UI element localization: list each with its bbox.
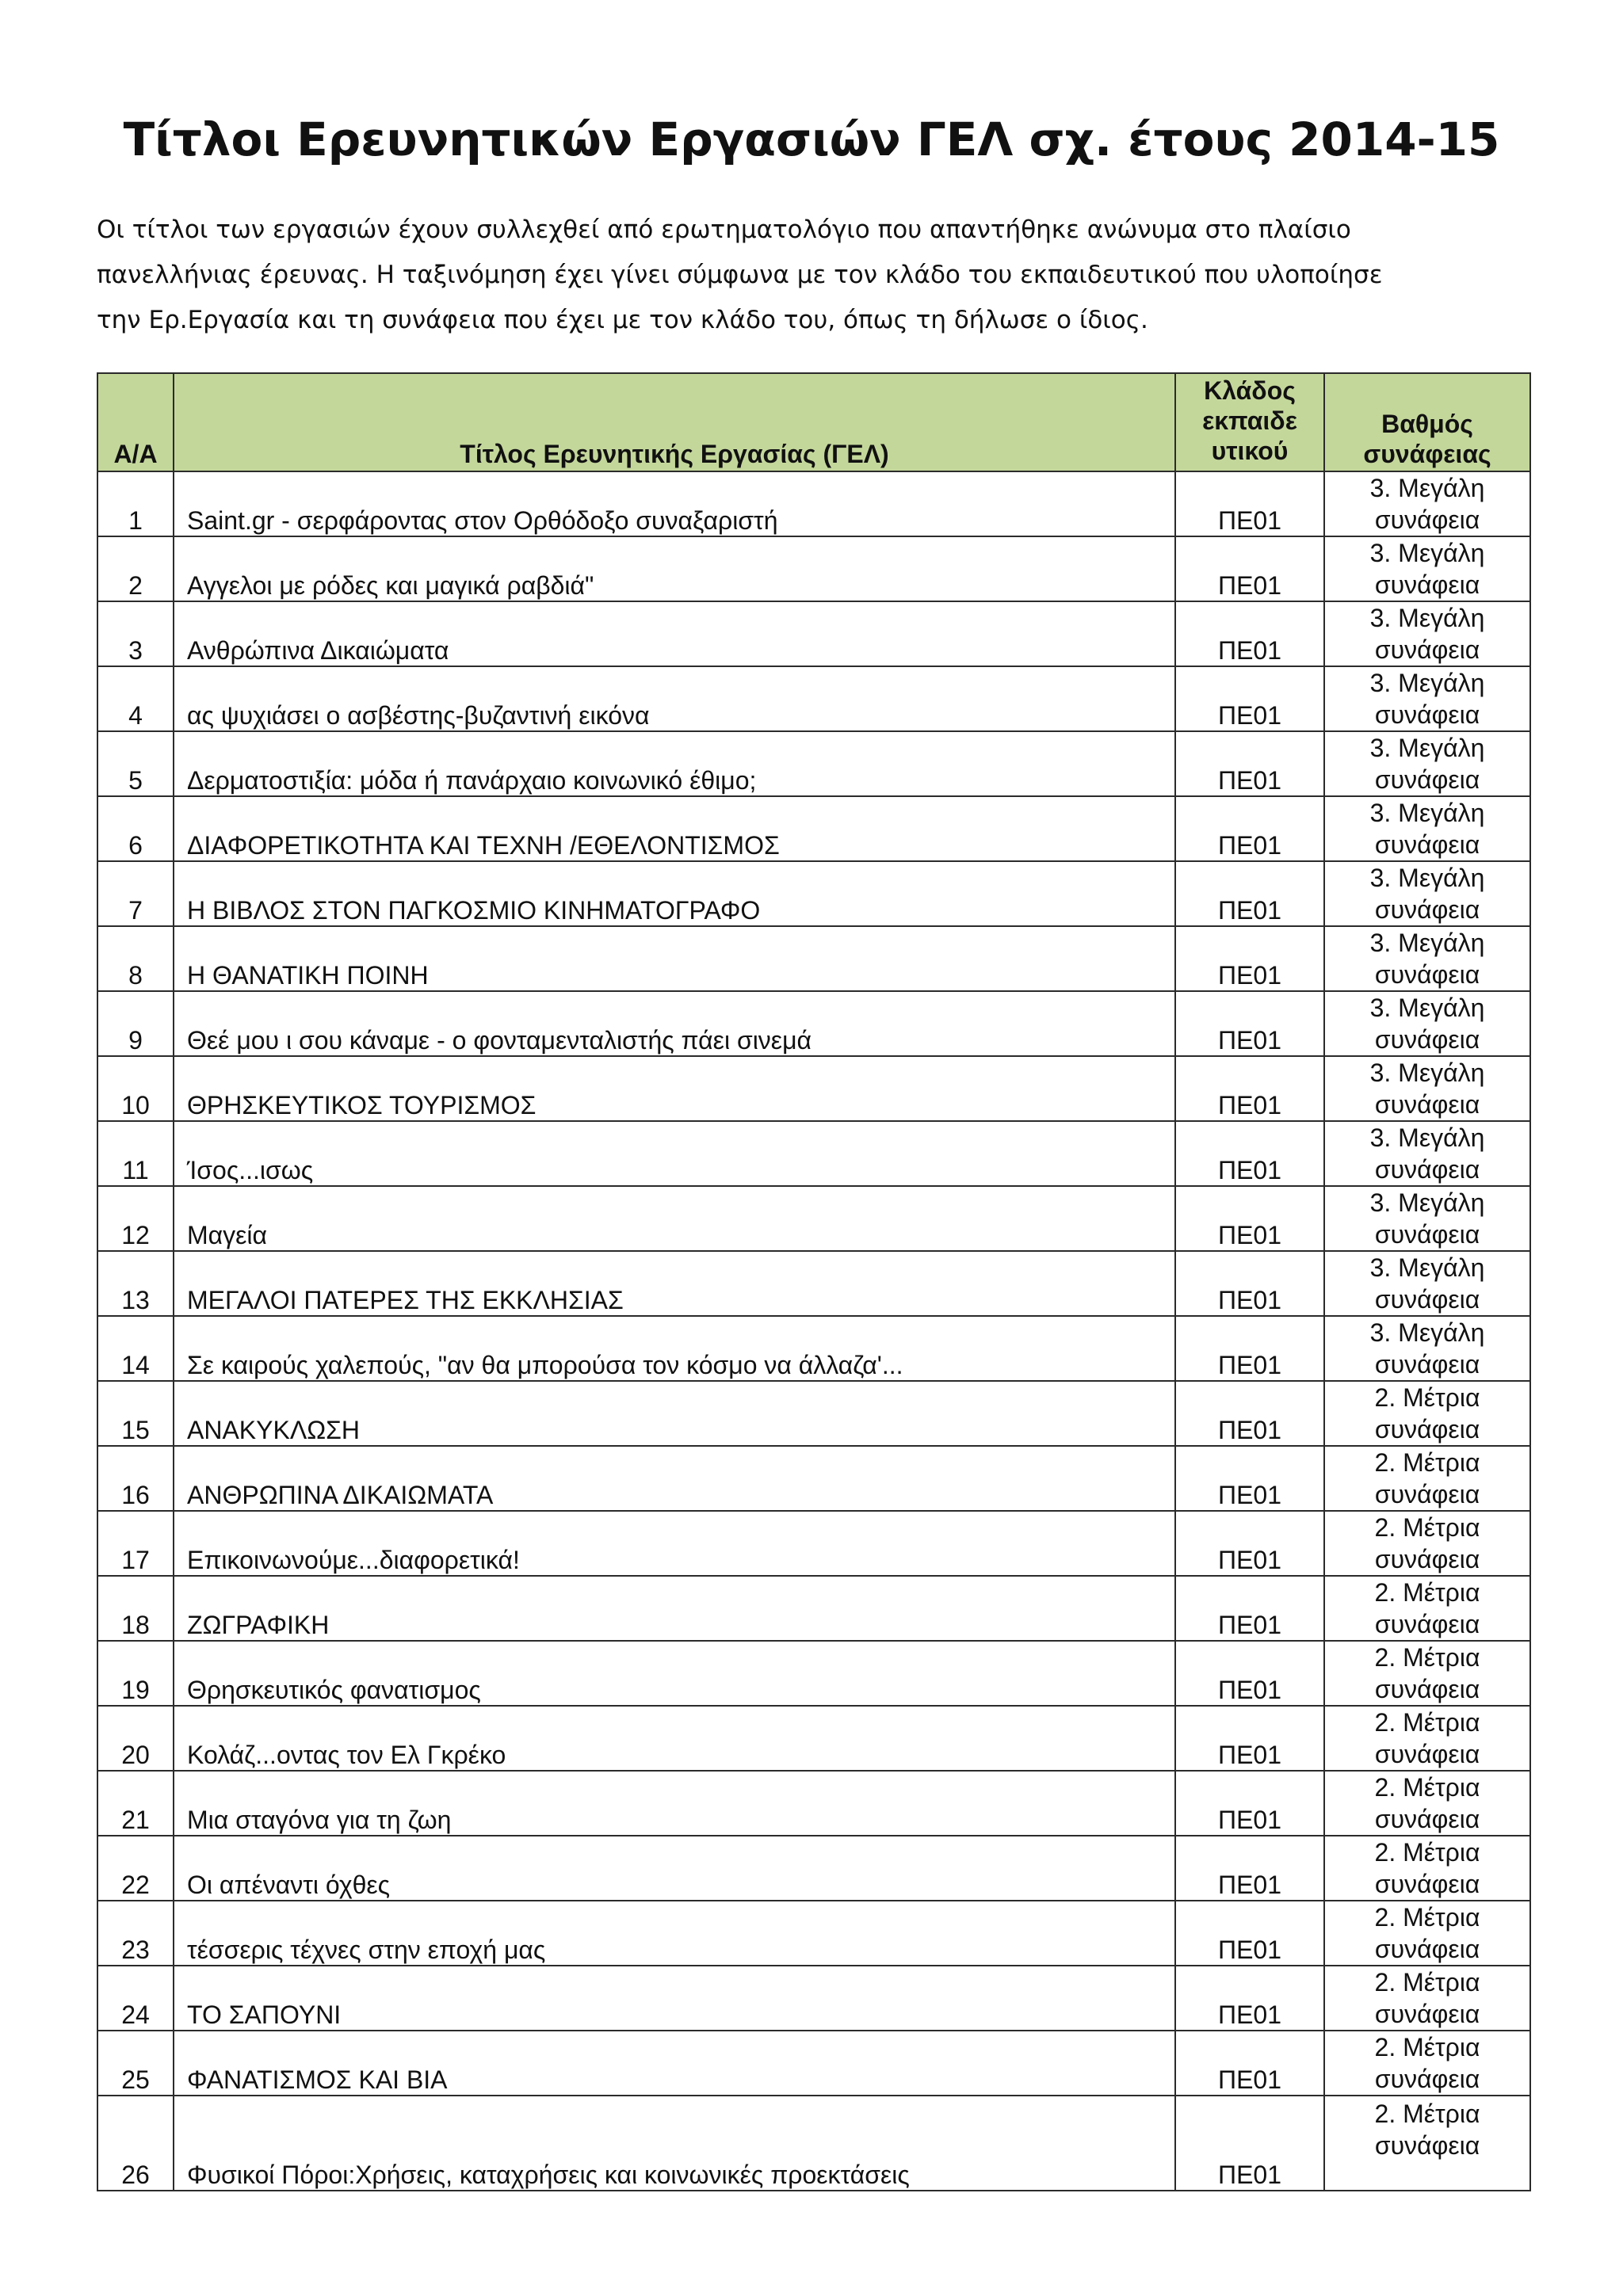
- row-branch: ΠΕ01: [1175, 1966, 1324, 2031]
- row-branch: ΠΕ01: [1175, 2096, 1324, 2191]
- row-number: 19: [97, 1641, 174, 1706]
- header-branch: [1175, 373, 1324, 471]
- row-branch: ΠΕ01: [1175, 861, 1324, 926]
- row-branch: ΠΕ01: [1175, 991, 1324, 1056]
- row-title: ΘΡΗΣΚΕΥΤΙΚΟΣ ΤΟΥΡΙΣΜΟΣ: [174, 1056, 1175, 1121]
- table-row: [97, 601, 1530, 666]
- row-relevance-line: συνάφεια: [1374, 1610, 1480, 1638]
- intro-line: πανελλήνιας έρευνας. Η ταξινόμηση έχει γίνει σύμφωνα με τον κλάδο του εκπαιδευτικού που υλοποίησε: [97, 261, 1383, 289]
- row-relevance: [1324, 536, 1530, 601]
- table-row: [97, 1186, 1530, 1251]
- row-title: Ανθρώπινα Δικαιώματα: [174, 601, 1175, 666]
- row-number: 22: [97, 1836, 174, 1901]
- row-number: 6: [97, 796, 174, 861]
- row-relevance: [1324, 1511, 1530, 1576]
- row-number: 13: [97, 1251, 174, 1316]
- row-relevance-line: συνάφεια: [1374, 1350, 1480, 1379]
- row-relevance-line: 3. Μεγάλη: [1369, 734, 1485, 762]
- table-row: [97, 1316, 1530, 1381]
- row-relevance-line: 3. Μεγάλη: [1369, 1058, 1485, 1087]
- row-relevance-line: συνάφεια: [1374, 830, 1480, 859]
- row-number: 23: [97, 1901, 174, 1966]
- intro-paragraph: [97, 208, 1539, 343]
- row-relevance: [1324, 861, 1530, 926]
- header-branch-line: υτικού: [1211, 437, 1289, 465]
- header-relevance-line: Βαθμός: [1381, 410, 1473, 438]
- row-branch: ΠΕ01: [1175, 2031, 1324, 2096]
- row-title: ας ψυχιάσει ο ασβέστης-βυζαντινή εικόνα: [174, 666, 1175, 731]
- table-row: [97, 1251, 1530, 1316]
- row-relevance-line: συνάφεια: [1374, 1545, 1480, 1573]
- row-branch: ΠΕ01: [1175, 1446, 1324, 1511]
- row-relevance-line: συνάφεια: [1374, 505, 1480, 534]
- row-relevance-line: 2. Μέτρια: [1374, 2033, 1480, 2061]
- header-branch-line: Κλάδος: [1204, 376, 1296, 405]
- row-relevance-line: συνάφεια: [1374, 2000, 1480, 2028]
- row-branch: ΠΕ01: [1175, 926, 1324, 991]
- row-title: ΖΩΓΡΑΦΙΚΗ: [174, 1576, 1175, 1641]
- row-relevance-line: 2. Μέτρια: [1374, 1903, 1480, 1932]
- row-title: ΜΕΓΑΛΟΙ ΠΑΤΕΡΕΣ ΤΗΣ ΕΚΚΛΗΣΙΑΣ: [174, 1251, 1175, 1316]
- header-branch-line: εκπαιδε: [1202, 406, 1297, 435]
- row-number: 18: [97, 1576, 174, 1641]
- row-relevance: [1324, 731, 1530, 796]
- table-row: [97, 991, 1530, 1056]
- row-number: 4: [97, 666, 174, 731]
- table-row: [97, 1121, 1530, 1186]
- header-number: Α/Α: [97, 373, 174, 471]
- intro-line: την Ερ.Εργασία και τη συνάφεια που έχει με τον κλάδο του, όπως τη δήλωσε ο ίδιος.: [97, 306, 1148, 334]
- row-relevance-line: συνάφεια: [1374, 2065, 1480, 2093]
- row-relevance-line: 3. Μεγάλη: [1369, 474, 1485, 502]
- row-relevance: [1324, 2031, 1530, 2096]
- row-title: τέσσερις τέχνες στην εποχή μας: [174, 1901, 1175, 1966]
- table-row: [97, 1381, 1530, 1446]
- table-row: [97, 926, 1530, 991]
- row-branch: ΠΕ01: [1175, 1121, 1324, 1186]
- row-branch: ΠΕ01: [1175, 1706, 1324, 1771]
- row-title: ΤΟ ΣΑΠΟΥΝΙ: [174, 1966, 1175, 2031]
- row-relevance: [1324, 601, 1530, 666]
- table-row: [97, 666, 1530, 731]
- row-number: 1: [97, 471, 174, 536]
- table-row: [97, 1511, 1530, 1576]
- table-row: [97, 1901, 1530, 1966]
- table-row: [97, 1056, 1530, 1121]
- row-number: 16: [97, 1446, 174, 1511]
- row-relevance-line: συνάφεια: [1374, 1740, 1480, 1768]
- row-number: 15: [97, 1381, 174, 1446]
- row-title: ΔΙΑΦΟΡΕΤΙΚΟΤΗΤΑ ΚΑΙ ΤΕΧΝΗ /ΕΘΕΛΟΝΤΙΣΜΟΣ: [174, 796, 1175, 861]
- row-relevance-line: 2. Μέτρια: [1374, 1708, 1480, 1737]
- row-branch: ΠΕ01: [1175, 1641, 1324, 1706]
- row-relevance: [1324, 471, 1530, 536]
- row-relevance-line: συνάφεια: [1374, 1480, 1480, 1508]
- row-relevance: [1324, 1381, 1530, 1446]
- row-relevance: [1324, 1446, 1530, 1511]
- table-row: [97, 861, 1530, 926]
- row-number: 11: [97, 1121, 174, 1186]
- row-title: Αγγελοι με ρόδες και μαγικά ραβδιά": [174, 536, 1175, 601]
- row-title: Η ΒΙΒΛΟΣ ΣΤΟΝ ΠΑΓΚΟΣΜΙΟ ΚΙΝΗΜΑΤΟΓΡΑΦΟ: [174, 861, 1175, 926]
- row-number: 9: [97, 991, 174, 1056]
- row-relevance: [1324, 1121, 1530, 1186]
- row-relevance-line: συνάφεια: [1374, 1805, 1480, 1833]
- row-relevance-line: 3. Μεγάλη: [1369, 604, 1485, 632]
- row-relevance-line: 3. Μεγάλη: [1369, 1188, 1485, 1217]
- row-relevance: [1324, 1576, 1530, 1641]
- row-relevance-line: συνάφεια: [1374, 1675, 1480, 1703]
- row-title: Οι απέναντι όχθες: [174, 1836, 1175, 1901]
- row-branch: ΠΕ01: [1175, 731, 1324, 796]
- row-relevance-line: συνάφεια: [1374, 1935, 1480, 1963]
- row-relevance-line: 3. Μεγάλη: [1369, 799, 1485, 827]
- row-branch: ΠΕ01: [1175, 796, 1324, 861]
- row-relevance: [1324, 1966, 1530, 2031]
- row-title: Κολάζ...οντας τον Ελ Γκρέκο: [174, 1706, 1175, 1771]
- row-relevance: [1324, 1706, 1530, 1771]
- row-title: Μαγεία: [174, 1186, 1175, 1251]
- table-row: [97, 796, 1530, 861]
- table-row: [97, 731, 1530, 796]
- row-relevance-line: 2. Μέτρια: [1374, 1968, 1480, 1997]
- row-relevance-line: συνάφεια: [1374, 1025, 1480, 1054]
- table-row: [97, 471, 1530, 536]
- row-branch: ΠΕ01: [1175, 1836, 1324, 1901]
- row-branch: ΠΕ01: [1175, 536, 1324, 601]
- table-row: [97, 2096, 1530, 2191]
- row-title: Σε καιρούς χαλεπούς, "αν θα μπορούσα τον κόσμο να άλλαζα'...: [174, 1316, 1175, 1381]
- row-number: 21: [97, 1771, 174, 1836]
- row-branch: ΠΕ01: [1175, 471, 1324, 536]
- row-number: 24: [97, 1966, 174, 2031]
- row-relevance-line: 2. Μέτρια: [1374, 2100, 1480, 2128]
- header-relevance-line: συνάφειας: [1363, 440, 1491, 468]
- row-number: 7: [97, 861, 174, 926]
- row-branch: ΠΕ01: [1175, 1381, 1324, 1446]
- row-title: Θρησκευτικός φανατισμος: [174, 1641, 1175, 1706]
- row-relevance-line: συνάφεια: [1374, 2131, 1480, 2160]
- row-number: 2: [97, 536, 174, 601]
- row-relevance: [1324, 1186, 1530, 1251]
- row-branch: ΠΕ01: [1175, 1576, 1324, 1641]
- table-row: [97, 1706, 1530, 1771]
- row-relevance: [1324, 666, 1530, 731]
- header-title: Τίτλος Ερευνητικής Εργασίας (ΓΕΛ): [174, 373, 1175, 471]
- table-row: [97, 1641, 1530, 1706]
- row-branch: ΠΕ01: [1175, 1901, 1324, 1966]
- row-relevance-line: συνάφεια: [1374, 1870, 1480, 1898]
- row-relevance-line: συνάφεια: [1374, 960, 1480, 989]
- row-branch: ΠΕ01: [1175, 601, 1324, 666]
- row-title: Η ΘΑΝΑΤΙΚΗ ΠΟΙΝΗ: [174, 926, 1175, 991]
- row-relevance-line: συνάφεια: [1374, 1155, 1480, 1184]
- table-body: [97, 471, 1530, 2191]
- row-branch: ΠΕ01: [1175, 1316, 1324, 1381]
- row-relevance-line: συνάφεια: [1374, 895, 1480, 924]
- table-row: [97, 536, 1530, 601]
- row-branch: ΠΕ01: [1175, 1056, 1324, 1121]
- row-relevance-line: 3. Μεγάλη: [1369, 929, 1485, 957]
- row-branch: ΠΕ01: [1175, 1251, 1324, 1316]
- row-relevance-line: 3. Μεγάλη: [1369, 669, 1485, 697]
- row-relevance-line: συνάφεια: [1374, 1285, 1480, 1314]
- row-relevance-line: συνάφεια: [1374, 635, 1480, 664]
- row-relevance-line: συνάφεια: [1374, 1220, 1480, 1249]
- row-number: 10: [97, 1056, 174, 1121]
- row-relevance-line: συνάφεια: [1374, 700, 1480, 729]
- row-relevance: [1324, 1641, 1530, 1706]
- row-branch: ΠΕ01: [1175, 666, 1324, 731]
- row-relevance-line: 2. Μέτρια: [1374, 1513, 1480, 1542]
- row-number: 12: [97, 1186, 174, 1251]
- row-title: Saint.gr - σερφάροντας στον Ορθόδοξο συναξαριστή: [174, 471, 1175, 536]
- row-relevance-line: 3. Μεγάλη: [1369, 1123, 1485, 1152]
- row-relevance: [1324, 926, 1530, 991]
- row-number: 14: [97, 1316, 174, 1381]
- row-relevance: [1324, 1251, 1530, 1316]
- row-relevance-line: 2. Μέτρια: [1374, 1383, 1480, 1412]
- row-branch: ΠΕ01: [1175, 1186, 1324, 1251]
- header-relevance: [1324, 373, 1530, 471]
- row-relevance-line: 2. Μέτρια: [1374, 1773, 1480, 1802]
- row-title: Ίσος...ισως: [174, 1121, 1175, 1186]
- row-relevance-line: συνάφεια: [1374, 765, 1480, 794]
- row-relevance-line: 2. Μέτρια: [1374, 1838, 1480, 1867]
- row-title: ΦΑΝΑΤΙΣΜΟΣ ΚΑΙ ΒΙΑ: [174, 2031, 1175, 2096]
- table-header-row: [97, 373, 1530, 471]
- row-title: Φυσικοί Πόροι:Χρήσεις, καταχρήσεις και κοινωνικές προεκτάσεις: [174, 2096, 1175, 2191]
- row-title: Δερματοστιξία: μόδα ή πανάρχαιο κοινωνικό έθιμο;: [174, 731, 1175, 796]
- row-relevance: [1324, 1056, 1530, 1121]
- table-row: [97, 1771, 1530, 1836]
- row-relevance-line: 3. Μεγάλη: [1369, 539, 1485, 567]
- row-relevance: [1324, 1836, 1530, 1901]
- row-relevance-line: 2. Μέτρια: [1374, 1448, 1480, 1477]
- row-branch: ΠΕ01: [1175, 1511, 1324, 1576]
- row-number: 20: [97, 1706, 174, 1771]
- row-branch: ΠΕ01: [1175, 1771, 1324, 1836]
- row-relevance: [1324, 1771, 1530, 1836]
- table-row: [97, 1966, 1530, 2031]
- row-relevance-line: 2. Μέτρια: [1374, 1643, 1480, 1672]
- row-relevance-line: συνάφεια: [1374, 1415, 1480, 1444]
- row-relevance-line: 3. Μεγάλη: [1369, 994, 1485, 1022]
- table-row: [97, 2031, 1530, 2096]
- row-number: 25: [97, 2031, 174, 2096]
- row-relevance-line: 3. Μεγάλη: [1369, 1253, 1485, 1282]
- row-relevance: [1324, 1316, 1530, 1381]
- table-row: [97, 1836, 1530, 1901]
- table-row: [97, 1446, 1530, 1511]
- row-relevance: [1324, 796, 1530, 861]
- row-relevance: [1324, 991, 1530, 1056]
- row-number: 26: [97, 2096, 174, 2191]
- row-relevance-line: 2. Μέτρια: [1374, 1578, 1480, 1607]
- row-relevance-line: 3. Μεγάλη: [1369, 1318, 1485, 1347]
- row-title: Θεέ μου ι σου κάναμε - ο φονταμενταλιστής πάει σινεμά: [174, 991, 1175, 1056]
- row-title: ΑΝΑΚΥΚΛΩΣΗ: [174, 1381, 1175, 1446]
- row-title: Μια σταγόνα για τη ζωη: [174, 1771, 1175, 1836]
- row-relevance: [1324, 2096, 1530, 2191]
- row-number: 17: [97, 1511, 174, 1576]
- row-relevance: [1324, 1901, 1530, 1966]
- research-works-table: [97, 372, 1531, 2191]
- row-number: 3: [97, 601, 174, 666]
- row-relevance-line: 3. Μεγάλη: [1369, 864, 1485, 892]
- intro-line: Οι τίτλοι των εργασιών έχουν συλλεχθεί από ερωτηματολόγιο που απαντήθηκε ανώνυμα στο πλαίσιο: [97, 215, 1351, 244]
- row-title: Επικοινωνούμε...διαφορετικά!: [174, 1511, 1175, 1576]
- document-title: Τίτλοι Ερευνητικών Εργασιών ΓΕΛ σχ. έτους 2014-15: [123, 113, 1500, 166]
- table-row: [97, 1576, 1530, 1641]
- row-number: 5: [97, 731, 174, 796]
- row-relevance-line: συνάφεια: [1374, 570, 1480, 599]
- row-number: 8: [97, 926, 174, 991]
- row-relevance-line: συνάφεια: [1374, 1090, 1480, 1119]
- row-title: ΑΝΘΡΩΠΙΝΑ ΔΙΚΑΙΩΜΑΤΑ: [174, 1446, 1175, 1511]
